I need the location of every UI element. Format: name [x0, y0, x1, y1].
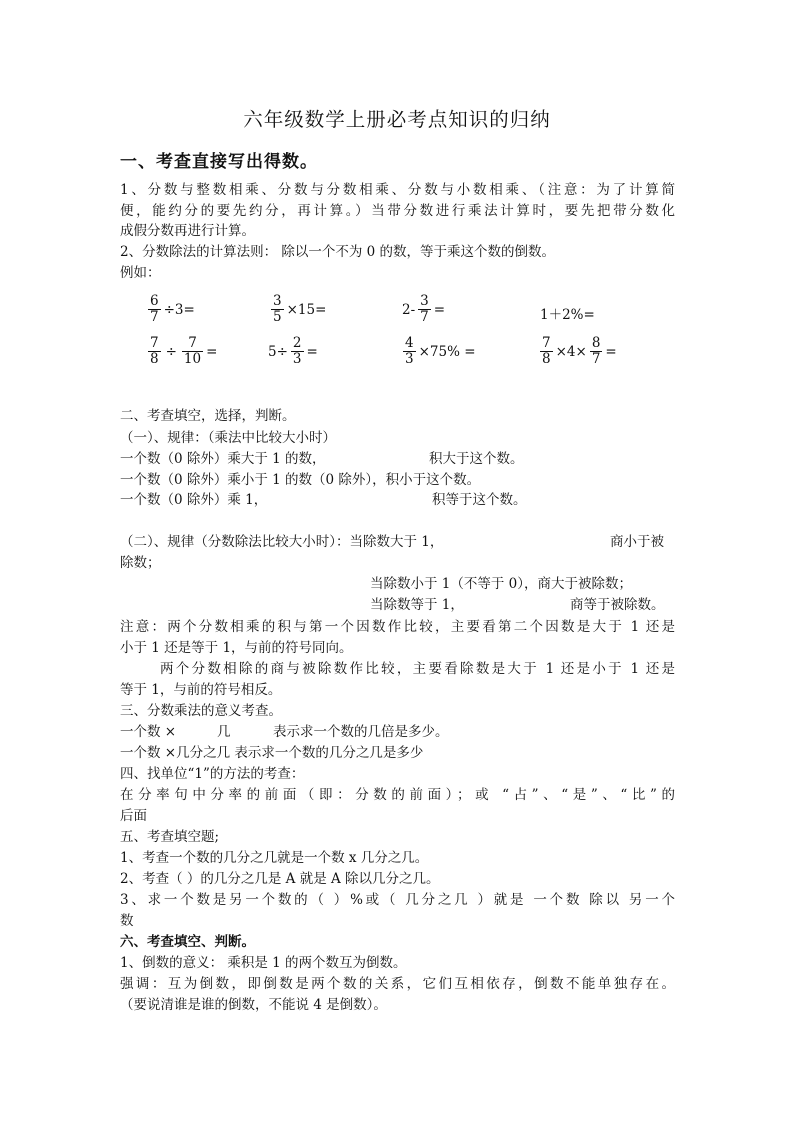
- s1-paragraph1-line2: 便，能约分的要先约分，再计算。）当带分数进行乘法计算时，要先把带分数化: [120, 203, 675, 219]
- example-8: $\frac{7}{8}$ ×4× $\frac{8}{7}$ =: [542, 335, 617, 367]
- s3-line1-b: 几: [217, 724, 231, 740]
- s4-line1: 在分率句中分率的前面（即：分数的前面）；或 “占”、“是”、“比”的: [120, 787, 675, 803]
- section1-heading: 一、考查直接写出得数。: [120, 152, 318, 172]
- example-label: 例如：: [120, 265, 161, 281]
- s1-paragraph1-line1: 1、分数与整数相乘、分数与分数相乘、分数与小数相乘、（注意：为了计算简: [120, 182, 675, 198]
- fraction: $\frac{2}{3}$: [292, 335, 302, 367]
- s5-line4: 数: [120, 913, 134, 929]
- s6-line1: 1、倒数的意义： 乘积是 1 的两个数互为倒数。: [120, 955, 407, 971]
- page-title: 六年级数学上册必考点知识的归纳: [243, 108, 551, 131]
- s2-rule1-c-right: 积等于这个数。: [432, 492, 527, 508]
- section3-heading: 三、分数乘法的意义考查。: [120, 703, 282, 719]
- section2-heading: 二、考查填空，选择，判断。: [120, 408, 296, 424]
- s2-rule2-right: 商小于被: [610, 534, 664, 550]
- fraction: $\frac{3}{7}$: [420, 293, 429, 325]
- s2-note-line1: 注意：两个分数相乘的积与第一个因数作比较，主要看第二个因数是大于 1 还是: [120, 619, 675, 635]
- fraction: $\frac{3}{5}$: [273, 293, 282, 325]
- s5-line1: 1、考查一个数的几分之几就是一个数 x 几分之几。: [120, 850, 429, 866]
- s3-line2: 一个数 ×几分之几 表示求一个数的几分之几是多少: [120, 745, 424, 761]
- s2-rule1-a-right: 积大于这个数。: [429, 451, 524, 467]
- s2-note-line4: 等于 1，与前的符号相反。: [120, 682, 282, 698]
- s5-line2: 2、考查（ ）的几分之几是 A 就是 A 除以几分之几。: [120, 871, 440, 887]
- example-3: 2- $\frac{3}{7}$ =: [402, 293, 446, 325]
- s1-paragraph2: 2、分数除法的计算法则： 除以一个不为 0 的数，等于乘这个数的倒数。: [120, 244, 556, 260]
- fraction: $\frac{7}{10}$: [183, 335, 202, 367]
- section5-heading: 五、考查填空题;: [120, 829, 220, 845]
- s4-line2: 后面: [120, 808, 147, 824]
- s2-rule1-b: 一个数（0 除外）乘小于 1 的数（0 除外），积小于这个数。: [120, 472, 481, 488]
- example-1: $\frac{6}{7}$ ÷3=: [150, 293, 195, 325]
- s3-line1-a: 一个数 ×: [120, 724, 177, 740]
- s2-note-line3: 两个分数相除的商与被除数作比较，主要看除数是大于 1 还是小于 1 还是: [160, 661, 675, 677]
- s2-rule2-b: 当除数小于 1（不等于 0），商大于被除数；: [370, 576, 633, 592]
- s2-rule2-c-right: 商等于被除数。: [570, 597, 665, 613]
- example-2: $\frac{3}{5}$ ×15=: [273, 293, 327, 325]
- s2-rule2-c-left: 当除数等于 1，: [370, 597, 464, 613]
- s2-rule1-title: （一）、规律：（乘法中比较大小时）: [120, 430, 336, 446]
- fraction: $\frac{8}{7}$: [591, 335, 601, 367]
- section6-heading: 六、考查填空、判断。: [120, 934, 255, 950]
- s2-note-line2: 小于 1 还是等于 1，与前的符号同向。: [120, 640, 353, 656]
- section4-heading: 四、找单位“1”的方法的考查：: [120, 766, 305, 782]
- s2-rule1-a-left: 一个数（0 除外）乘大于 1 的数，: [120, 451, 326, 467]
- s6-line2: 强调：互为倒数，即倒数是两个数的关系，它们互相依存，倒数不能单独存在。: [120, 976, 675, 992]
- s6-line3: （要说清谁是谁的倒数，不能说 4 是倒数）。: [120, 997, 387, 1013]
- s2-rule2-wrap: 除数；: [120, 555, 161, 571]
- fraction: $\frac{7}{8}$: [542, 335, 551, 367]
- example-5: $\frac{7}{8}$ ÷ $\frac{7}{10}$ =: [150, 335, 218, 367]
- fraction: $\frac{7}{8}$: [150, 335, 159, 367]
- s3-line1-c: 表示求一个数的几倍是多少。: [273, 724, 449, 740]
- s2-rule1-c-left: 一个数（0 除外）乘 1，: [120, 492, 268, 508]
- example-4: 1＋2%=: [540, 307, 595, 323]
- s1-paragraph1-line3: 成假分数再进行计算。: [120, 223, 255, 239]
- example-6: 5÷ $\frac{2}{3}$ =: [268, 335, 318, 367]
- s5-line3: 3、求一个数是另一个数的（ ）%或（ 几分之几 ）就是 一个数 除以 另一个: [120, 892, 675, 908]
- fraction: $\frac{6}{7}$: [150, 293, 159, 325]
- example-7: $\frac{4}{3}$ ×75% =: [405, 335, 476, 367]
- fraction: $\frac{4}{3}$: [405, 335, 414, 367]
- s2-rule2-left: （二）、规律（分数除法比较大小时）：当除数大于 1，: [120, 534, 444, 550]
